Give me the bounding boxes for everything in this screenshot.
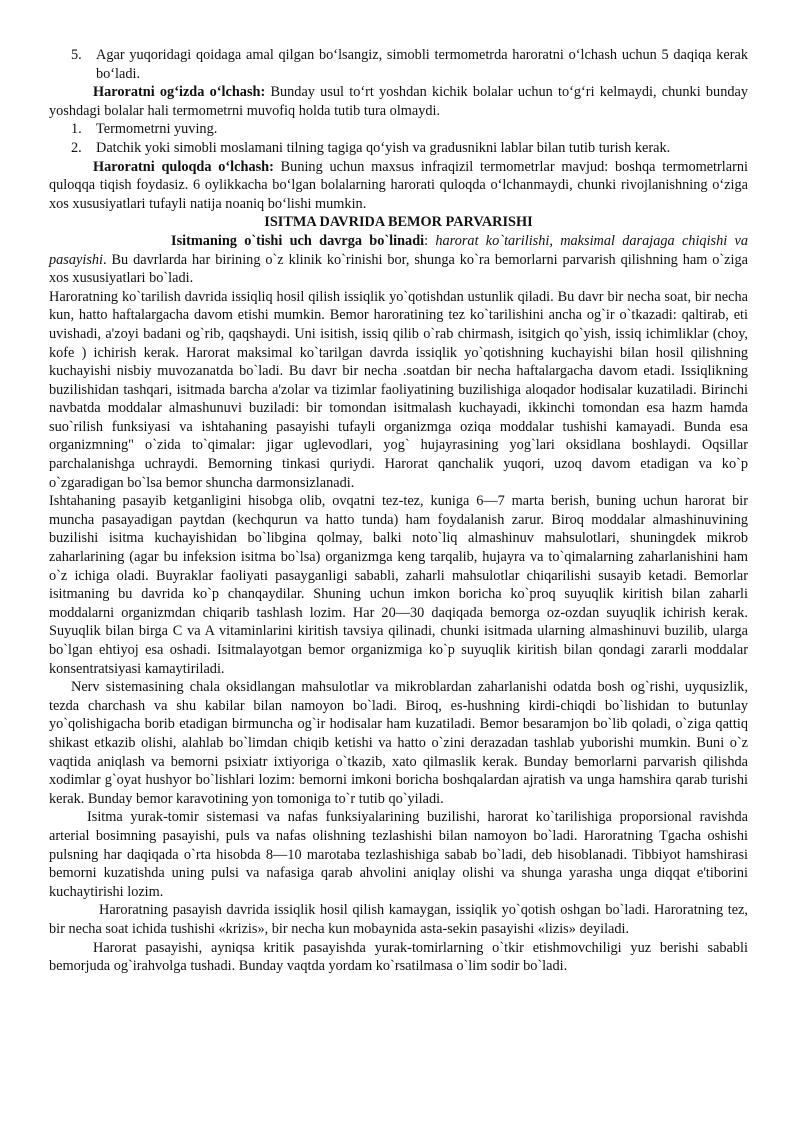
stages-italic: harorat ko`tarilishi, maksimal darajaga chiqishi va pasayishi [49,232,748,268]
ear-heading: Haroratni quloqda o‘lchash: [93,158,274,175]
body-paragraph: Harorat pasayishi, ayniqsa kritik pasayishda yurak-tomirlarning o`tkir etishmovchiligi yuz berishi sababli bemorjuda og`irahvolga tushadi. Bunday vaqtda yordam ko`rsatilmasa o`lim sodir bo`ladi. [49,939,748,975]
numbered-list-oral [49,120,748,157]
oral-text: Bunday usul to‘rt yoshdan kichik bolalar uchun to‘g‘ri kelmaydi, chunki bunday yoshdagi bolalar hali termometrni muvofiq holda tutib tura olmaydi. [49,84,748,119]
list-item [49,139,748,158]
body-paragraph: Isitma yurak-tomir sistemasi va nafas funksiyalarining buzilishi, harorat ko`tarilishiga proporsional ravishda arterial bosimning pasayishi, puls va nafas olishning tezlashishi bilan namoyon bo`ladi. Haroratning Tgacha oshishi pulsning har daqiqada o`rta hisobda 8—10 marotaba tezlashishiga sabab bo`ladi, deb hisoblanadi. Tibbiyot hamshirasi bemorni kuzatishda uning pulsi va nafasiga qarab ahvolini aniqlay olishi va shunga yarasha unga diqqat e'tiborini kuchaytirishi lozim. [49,809,748,900]
stages-text: . Bu davrlarda har birining o`z klinik ko`rinishi bor, shunga ko`ra bemorlarni parvarish qilishning ham o`ziga xos xususiyatlari bo`ladi. [49,251,748,287]
list-text: Datchik yoki simobli moslamani tilning tagiga qo‘yish va gradusnikni lablar bilan tutib turish kerak. [96,139,671,156]
list-text: Termometrni yuving. [96,121,218,138]
stages-heading: Isitmaning o`tishi uch davrga bo`linadi [171,232,425,249]
body-paragraph: Nerv sistemasining chala oksidlangan mahsulotlar va mikroblardan zaharlanishi odatda bosh og`rishi, uyqusizlik, tezda charchash va shu kabilar bilan namoyon bo`ladi. Biroq, es-hushning kirdi-chiqdi bo`lishidan to butunlay yo`qolishigacha borib etadigan birmuncha og`ir hodisalar ham kuzatiladi. Bemor besaramjon bo`lib qoladi, o`ziga qattiq shikast etkazib olishi, alahlab bo`limdan chiqib ketishi va hatto o`zini derazadan tashlab yuborishi mumkin. Buni o`z vaqtida aniqlash va bemorni psixiatr ixtiyoriga o`tkazib, xato qilmaslik kerak. Bunday bemorlarni parvarish qilishda xodimlar g`oyat hushyor bo`lishlari lozim: bemorni imkoni boricha boshqalardan ajratish va unga hamshira qarab turishi kerak. Bunday bemor karavotining yon tomoniga to`r tutib qo`yiladi. [49,679,748,807]
oral-measurement-paragraph [49,83,748,120]
numbered-list-top [49,46,748,83]
body-paragraph: Ishtahaning pasayib ketganligini hisobga olib, ovqatni tez-tez, kuniga 6—7 marta berish, buning uchun harorat bir muncha pasayadigan paytdan (kechqurun va hatto tunda) ham foydalanish zarur. Biroq moddalar almashinuvining buzilishi isitma kuchayishidan bo`libgina qolmay, balki noto`liq almashinuv mahsulotlari, shuningdek mikrob zaharlarining (agar bu infeksion isitma bo`lsa) organizmga keng tarqalib, hujayra va to`qimalarning zaharlanishini ham o`z ichiga oladi. Buyraklar faoliyati pasayganligi sababli, zaharli mahsulotlar chiqarilishi susayib ketadi. Bemorlar isitmaning bu davrida ko`p chanqaydilar. Shuning uchun imkon boricha ko`proq suyuqlik kiritish bilan zaharli moddalarni organizmdan chiqarib tashlash lozim. Har 20—30 daqiqada bemorga oz-ozdan suyuqlik ichirish kerak. Suyuqlik bilan birga C va A vitaminlarini kiritish tavsiya qilinadi, chunki isitmada ularning almashinuvi buzilib, ularga bo`lgan ehtiyoj esa oshadi. Isitmalayotgan bemor organizmiga ko`p suyuqlik kiritish bilan qondagi zararli moddalar konsentratsiyasi kamaytiriladi. [49,493,748,677]
list-number: 1. [71,121,82,138]
ear-measurement-paragraph [49,158,748,214]
oral-heading: Haroratni og‘izda o‘lchash: [93,84,266,101]
list-text: Agar yuqoridagi qoidaga amal qilgan bo‘lsangiz, simobli termometrda haroratni o‘lchash uchun 5 daqiqa kerak bo‘ladi. [96,47,748,82]
stages-colon: : [424,232,429,249]
list-number: 2. [71,139,82,156]
list-number: 5. [71,47,82,63]
ear-text: Buning uchun maxsus infraqizil termometrlar mavjud: boshqa termometrlarni quloqqa tiqish foydasiz. 6 oylikkacha bo‘lgan bolalarning harorati quloqda o‘lchanmaydi, chunki rivojlanishning o‘ziga xos xususiyatlari tufayli natija noaniq bo‘lishi mumkin. [49,158,748,212]
list-item [49,120,748,139]
section-title: ISITMA DAVRIDA BEMOR PARVARISHI [264,214,533,231]
list-item [49,46,748,83]
body-paragraph: Haroratning ko`tarilish davrida issiqliq hosil qilish issiqlik yo`qotishdan ustunlik qiladi. Bu davr bir necha soat, bir necha kun, hatto haftalargacha davom etishi mumkin. Bemor haroratining tez ko`tarilishini ancha og`ir o`tkazadi: qaltirab, eti uvishadi, a'zoyi badani og`rib, qaqshaydi. Uni isitish, issiq qilib o`rab chirmash, isitgich qo`yish, issiq ichimliklar (choy, kofe ) ichirish kerak. Harorat maksimal ko`tarilgan davrda issiqlik yo`qotishning kuchayishi bilan hosil qilishning kuchayishi nisbiy muvozanatda bo`ladi. Bu davr bir necha .soatdan bir necha haftalargacha davom etadi. Issiqlikning buzilishidan tashqari, isitmada barcha a'zolar va tizimlar faoliyatining buzilishiga aloqador hodisalar kuzatiladi. Birinchi navbatda moddalar almashunuvi buziladi: bir tomondan isitmalash kuchayadi, ikkinchi tomondan esa hazm hamda suo`rilish funksiyasi va ishtahaning pasayishi tufayli organizmga oziqa moddalar tushishi kamayadi. Bunda esa organizmning" o`zida to`qimalar: jigar uglevodlari, yog` hujayrasining yog`lari oksidlana boshlaydi. Oqsillar parchalanishga uchraydi. Bemorning tinkasi quriydi. Harorat qanchalik yuqori, uzoq davom etadigan va ko`p o`zgaradigan bo`lsa bemor shuncha darmonsizlanadi. [49,288,748,491]
body-paragraph: Haroratning pasayish davrida issiqlik hosil qilish kamaygan, issiqlik yo`qotish oshgan bo`ladi. Haroratning tez, bir necha soat ichida tushishi «krizis», bir necha kun mobaynida asta-sekin pasayishi «lizis» deyiladi. [49,902,748,937]
fever-stages-paragraph [49,232,748,288]
